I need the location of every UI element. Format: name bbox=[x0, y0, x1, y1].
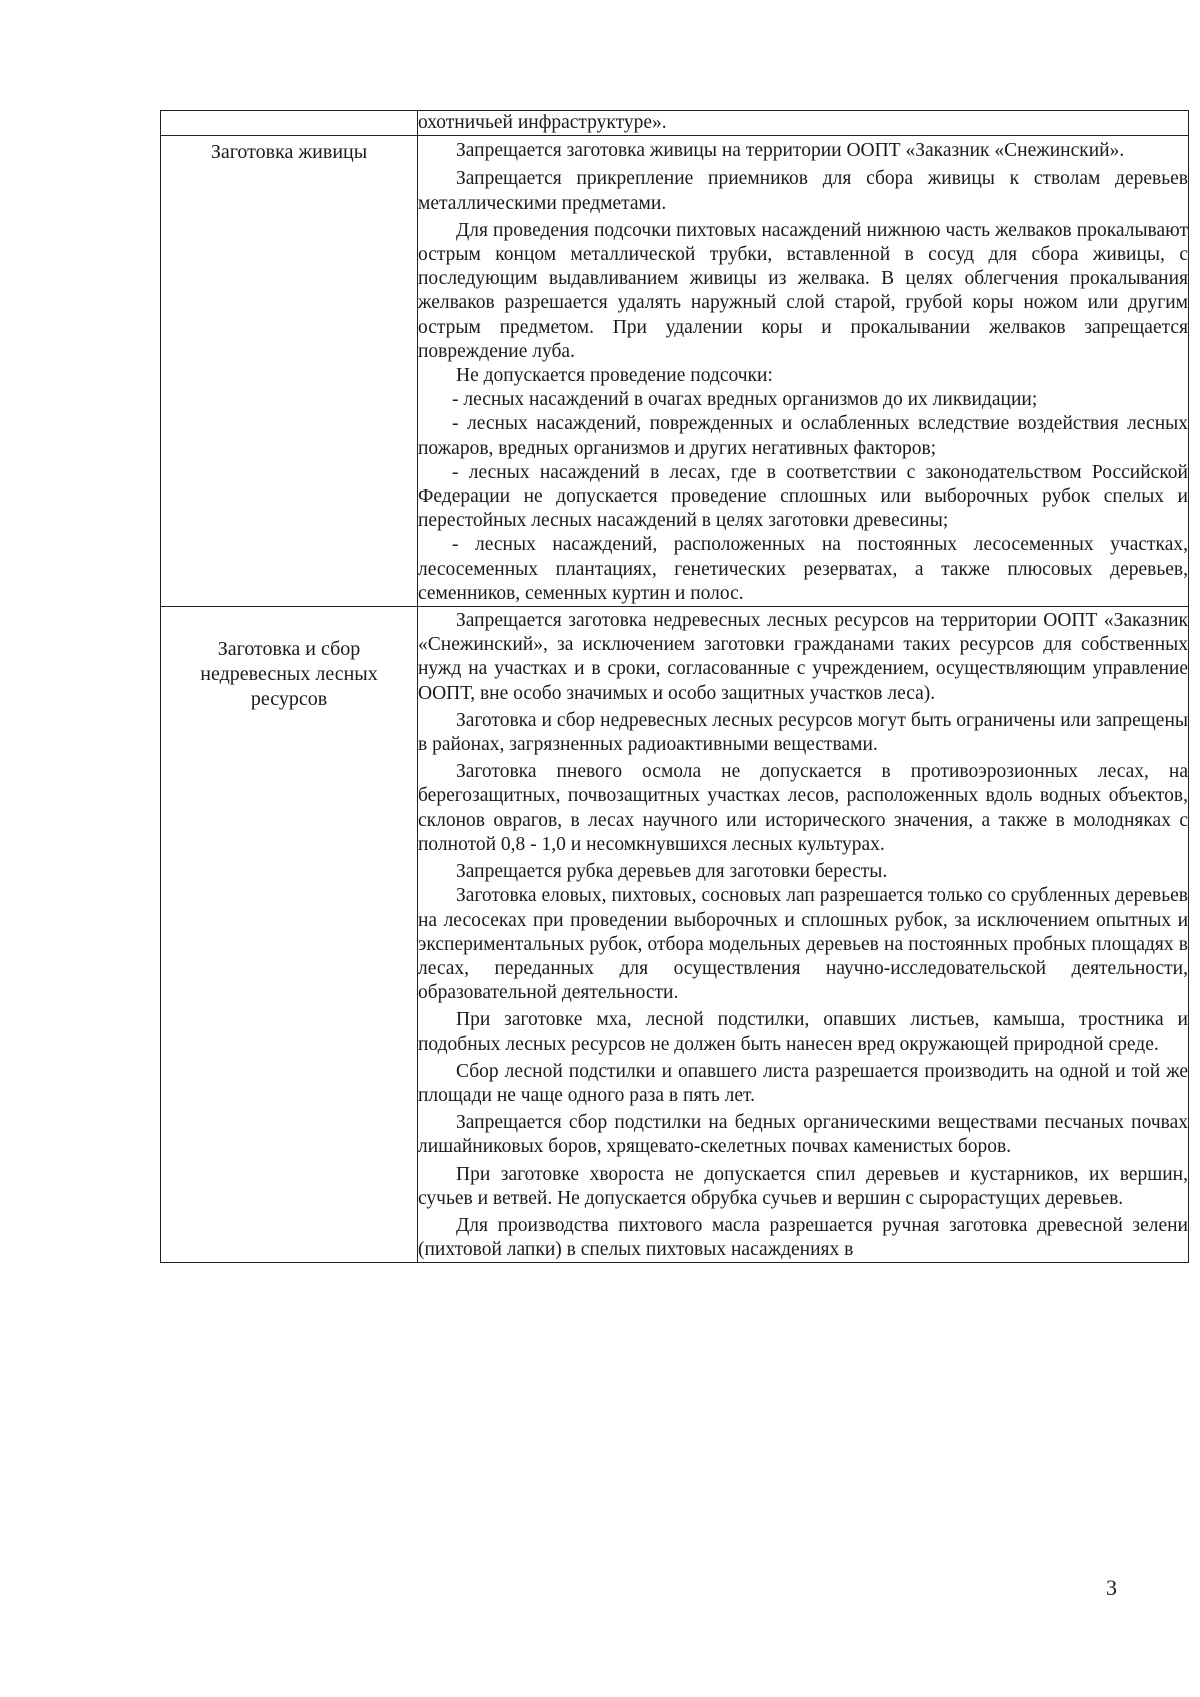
paragraph: Запрещается заготовка недревесных лесных ресурсов на территории ООПТ «Заказник «Снежинский», за исключением заготовки гражданами таких ресурсов для собственных нужд на участках и в сроки, согласованные с учреждением, осуществляющим управление ООПТ, вне особо значимых и особо защитных участков леса). bbox=[418, 610, 1188, 704]
paragraph: Заготовка еловых, пихтовых, сосновых лап разрешается только со срубленных деревьев на лесосеках при проведении выборочных и сплошных рубок, за исключением опытных и экспериментальных рубок, отбора модельных деревьев на постоянных пробных площадях в лесах, переданных для осуществления научно-исследовательской деятельности, образовательной деятельности. bbox=[418, 885, 1188, 1004]
paragraph: Заготовка пневого осмола не допускается в противоэрозионных лесах, на берегозащитных, почвозащитных участках лесов, расположенных вдоль водных объектов, склонов оврагов, в лесах научного или исторического значения, а также в молодняках с полнотой 0,8 - 1,0 и несомкнувшихся лесных культурах. bbox=[418, 761, 1188, 855]
regulations-table bbox=[160, 110, 1189, 1263]
row-label: Заготовка и сбор недревесных лесных ресурсов bbox=[200, 638, 378, 711]
list-item: - лесных насаждений, расположенных на постоянных лесосеменных участках, лесосеменных плантациях, генетических резерватах, а также плюсовых деревьев, семенников, семенных куртин и полос. bbox=[418, 534, 1188, 604]
paragraph: При заготовке мха, лесной подстилки, опавших листьев, камыша, тростника и подобных лесных ресурсов не должен быть нанесен вред окружающей природной среде. bbox=[418, 1009, 1188, 1055]
paragraph: Запрещается рубка деревьев для заготовки бересты. bbox=[456, 861, 888, 883]
row-content-cell bbox=[418, 111, 1189, 136]
paragraph: Для проведения подсочки пихтовых насаждений нижнюю часть желваков прокалывают острым концом металлической трубки, вставленной в сосуд для сбора живицы, с последующим выдавливанием живицы из желвака. В целях облегчения прокалывания желваков разрешается удалять наружный слой старой, грубой коры ножом или другим острым предметом. При удалении коры и прокалывании желваков запрещается повреждение луба. bbox=[418, 219, 1188, 362]
list-item: - лесных насаждений в лесах, где в соответствии с законодательством Российской Федерации не допускается проведение сплошных или выборочных рубок спелых и перестойных лесных насаждений в целях заготовки древесины; bbox=[418, 461, 1188, 532]
paragraph: Не допускается проведение подсочки: bbox=[456, 365, 773, 387]
paragraph: При заготовке хвороста не допускается спил деревьев и кустарников, их вершин, сучьев и ветвей. Не допускается обрубка сучьев и вершин с сырорастущих деревьев. bbox=[418, 1163, 1188, 1209]
table-row bbox=[161, 136, 1189, 607]
table-row bbox=[161, 111, 1189, 136]
row-label-cell bbox=[161, 111, 418, 136]
row-content-cell bbox=[418, 136, 1189, 607]
row-content-cell bbox=[418, 607, 1189, 1263]
list-item: - лесных насаждений, поврежденных и ослабленных вследствие воздействия лесных пожаров, вредных организмов и других негативных факторов; bbox=[418, 413, 1188, 459]
table-row bbox=[161, 607, 1189, 1263]
list-item: - лесных насаждений в очагах вредных организмов до их ликвидации; bbox=[452, 389, 1038, 411]
paragraph: охотничьей инфраструктуре». bbox=[418, 112, 667, 133]
page-number: 3 bbox=[1106, 1575, 1117, 1600]
paragraph: Заготовка и сбор недревесных лесных ресурсов могут быть ограничены или запрещены в районах, загрязненных радиоактивными веществами. bbox=[418, 709, 1188, 756]
row-label-cell bbox=[161, 136, 418, 607]
row-label-cell bbox=[161, 607, 418, 1263]
paragraph: Запрещается заготовка живицы на территории ООПТ «Заказник «Снежинский». bbox=[456, 140, 1125, 162]
paragraph: Запрещается сбор подстилки на бедных органическими веществами песчаных почвах лишайниковых боров, хрящевато-скелетных почвах каменистых боров. bbox=[418, 1112, 1188, 1158]
paragraph: Для производства пихтового масла разрешается ручная заготовка древесной зелени (пихтовой лапки) в спелых пихтовых насаждениях в bbox=[418, 1214, 1188, 1261]
paragraph: Запрещается прикрепление приемников для сбора живицы к стволам деревьев металлическими предметами. bbox=[418, 168, 1188, 214]
paragraph: Сбор лесной подстилки и опавшего листа разрешается производить на одной и той же площади не чаще одного раза в пять лет. bbox=[418, 1060, 1188, 1106]
row-label: Заготовка живицы bbox=[210, 141, 368, 164]
